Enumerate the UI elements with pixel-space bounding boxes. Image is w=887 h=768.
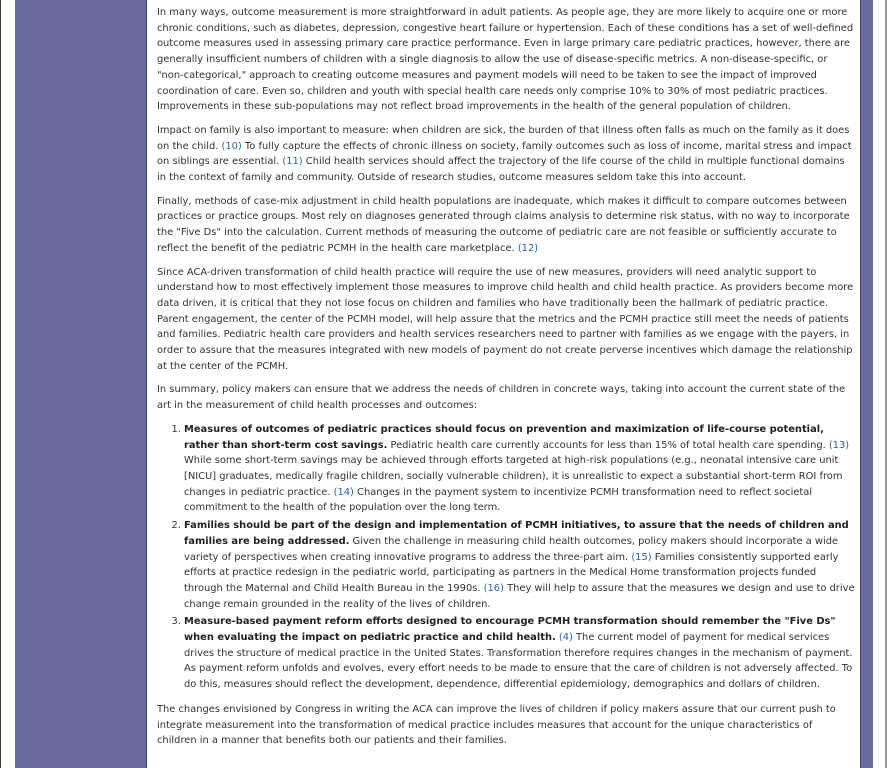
recommendation-item <box>184 422 855 516</box>
paragraph-closing <box>157 702 855 749</box>
paragraph-text: In summary, policy makers can ensure that we address the needs of children in concrete ways, taking into account the current state of the art in the measurement of child health processes and outcomes: <box>157 384 846 412</box>
right-margin-band <box>861 0 873 768</box>
paragraph-text: Impact on family is also important to measure: when children are sick, the burden of that illness often falls as much on the family as it does on the child. <box>157 124 850 152</box>
left-margin-band <box>15 0 146 768</box>
recommendation-heading: Measure-based payment reform efforts designed to encourage PCMH transformation should remember the "Five Ds" when evaluating the impact on pediatric practice and child health. <box>184 616 836 644</box>
recommendation-item <box>184 614 855 693</box>
recommendation-text: Changes in the payment system to incentivize PCMH transformation need to reflect societal commitment to the health of the population over the long term. <box>184 486 813 514</box>
reference-link-4[interactable]: (4) <box>558 632 573 644</box>
left-margin-border <box>146 0 147 768</box>
reference-link-13[interactable]: (13) <box>828 439 850 451</box>
paragraph-analytic-support <box>157 265 855 375</box>
paragraph-text: To fully capture the effects of chronic illness on society, family outcomes such as loss of income, marital stress and impact on siblings are essential. <box>157 140 852 168</box>
reference-link-15[interactable]: (15) <box>631 551 652 563</box>
reference-link-10[interactable]: (10) <box>221 140 242 152</box>
reference-link-14[interactable]: (14) <box>333 486 354 498</box>
recommendation-heading: Measures of outcomes of pediatric practices should focus on prevention and maximization of life-course potential, rather than short-term cost savings. <box>184 423 824 451</box>
frame-left-edge <box>0 0 1 768</box>
recommendation-text: They will help to assure that the measures we design and use to drive change remain grounded in the reality of the lives of children. <box>184 582 855 610</box>
paragraph-text: The changes envisioned by Congress in writing the ACA can improve the lives of children if policy makers assure that our current push to integrate measurement into the transformation of medical practice includes measures that account for the unique characteristics of children in a manner that benefits both our patients and their families. <box>157 703 836 747</box>
paragraph-text: Child health services should affect the trajectory of the life course of the child in multiple functional domains in the context of family and community. Outside of research studies, outcome measures seldom take this into account. <box>157 156 845 184</box>
recommendation-heading: Families should be part of the design and implementation of PCMH initiatives, to assure that the needs of children and families are being addressed. <box>184 520 849 547</box>
reference-link-12[interactable]: (12) <box>517 242 539 254</box>
recommendation-text: Pediatric health care currently accounts for less than 15% of total health care spending. <box>387 439 829 451</box>
paragraph-text: Finally, methods of case-mix adjustment in child health populations are inadequate, which makes it difficult to compare outcomes between practices or practice groups. Most rely on diagnoses generated through claims analysis to determine risk status, with no way to incorporate the "Five Ds" into the calculation. Current methods of measuring the outcome of pediatric care are not feasible or sufficiently accurate to reflect the benefit of the pediatric PCMH in the health care marketplace. <box>157 195 850 254</box>
paragraph-text: Since ACA-driven transformation of child health practice will require the use of new measures, providers will need analytic support to understand how to most effectively implement those measures to improve child health and child health practice. As providers become more data driven, it is critical that they not lose focus on children and families who have traditionally been the hallmark of pediatric practice. Parent engagement, the center of the PCMH model, will help assure that the metrics and the PCMH practice still meet the needs of patients and families. Pediatric health care providers and health services researchers need to partner with families as we engage with the payers, in order to assure that the measures integrated with new models of payment do not create perverse incentives which damage the relationship at the center of the PCMH. <box>157 266 854 372</box>
recommendations-list <box>157 422 855 693</box>
paragraph-summary-intro <box>157 382 855 413</box>
paragraph-text: In many ways, outcome measurement is more straightforward in adult patients. As people age, they are more likely to acquire one or more chronic conditions, such as diabetes, depression, congestive heart failure or hypertension. Each of these conditions has a set of well-defined outcome measures used in assessing primary care practice performance. Even in large primary care pediatric practices, however, there are generally insufficient numbers of children with a single diagnosis to allow the use of disease-specific metrics. A non-disease-specific, or "non-categorical," approach to creating outcome measures and payment models will need to be taken to see the impact of improved coordination of care. Even so, children and youth with special health care needs only comprise 10% to 30% of most pediatric practices. Improvements in these sub-populations may not reflect broad improvements in the health of the general population of children. <box>157 7 854 113</box>
paragraph-family-impact <box>157 123 855 186</box>
reference-link-11[interactable]: (11) <box>282 156 303 168</box>
paragraph-case-mix <box>157 194 855 257</box>
recommendation-text: The current model of payment for medical services drives the structure of medical practice in the United States. Transformation therefore requires changes in the mechanism of payment. As payment reform unfolds and evolves, every effort needs to be made to ensure that the care of children is not adversely affected. To do this, measures should reflect the development, dependence, differential epidemiology, demographics and dollars of children. <box>184 632 853 691</box>
article-body <box>157 5 855 757</box>
paragraph-adult-outcomes <box>157 5 855 115</box>
recommendation-item <box>184 518 855 612</box>
recommendation-text: While some short-term savings may be achieved through efforts targeted at high-risk populations (e.g., neonatal intensive care unit [NICU] graduates, medically fragile children, socially vulnerable children), it is unrealistic to expect a substantial short-term ROI from changes in pediatric practice. <box>184 455 843 498</box>
recommendation-text: Families consistently supported early efforts at practice redesign in the pediatric world, participating as partners in the Medical Home transformation projects funded through the Maternal and Child Health Bureau in the 1990s. <box>184 551 839 594</box>
recommendation-text: Given the challenge in measuring child health outcomes, policy makers should incorporate a wide variety of perspectives when creating innovative programs to address the three-part aim. <box>184 535 839 563</box>
reference-link-16[interactable]: (16) <box>483 582 504 594</box>
